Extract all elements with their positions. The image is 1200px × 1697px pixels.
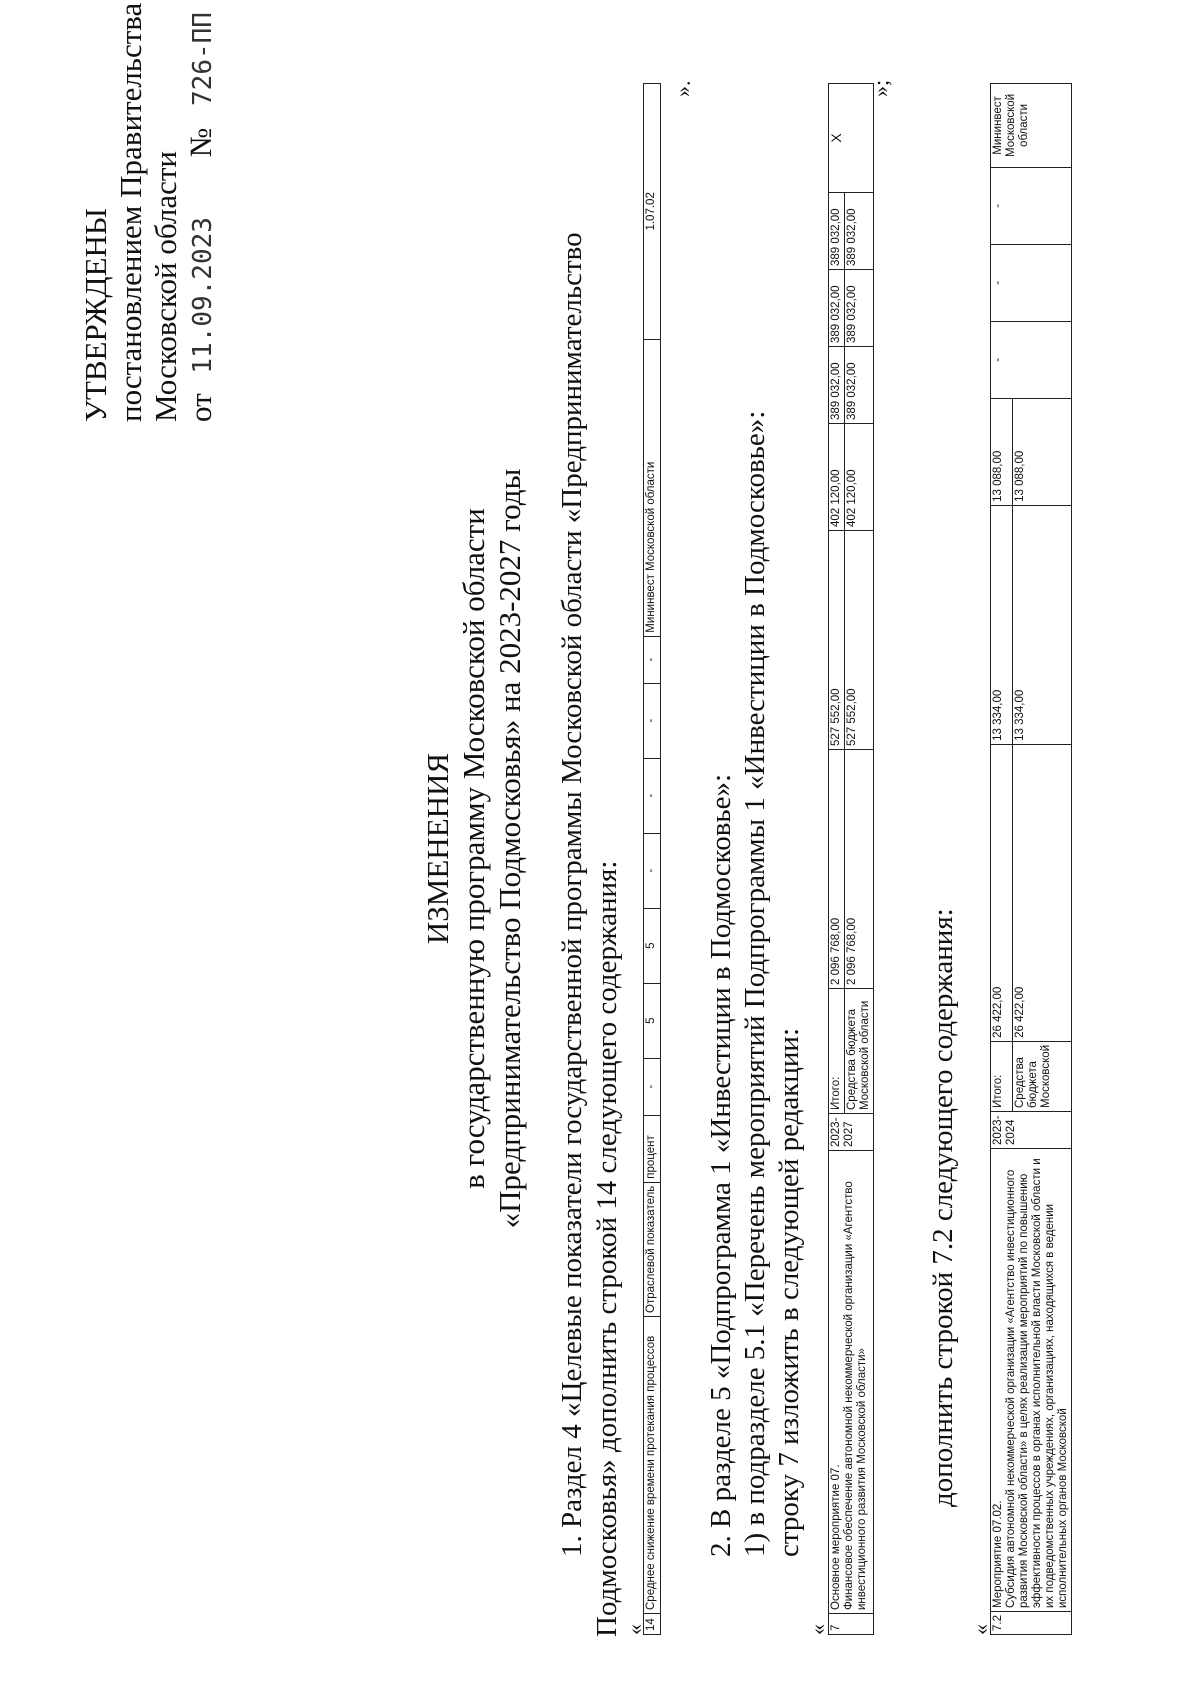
event-responsible: Мининвест Московской области <box>991 84 1072 168</box>
approval-line-3: Московской области <box>148 151 183 422</box>
event-cell <box>991 1149 1072 1612</box>
title-heading: ИЗМЕНЕНИЯ <box>420 752 455 945</box>
event-period: 2023-2024 <box>991 1112 1072 1149</box>
indicator-2028: - <box>644 636 661 683</box>
sum-total: 26 422,00 <box>991 744 1013 1041</box>
approval-date-line <box>183 3 221 422</box>
y2026-budget: 389 032,00 <box>845 270 874 347</box>
sum-total: 2 096 768,00 <box>829 750 845 989</box>
indicator-2026: - <box>644 758 661 833</box>
row-number: 7.2 <box>991 1612 1072 1635</box>
source-total: Итого: <box>991 1041 1013 1111</box>
table-row <box>829 84 845 1635</box>
approval-date: 11.09.2023 <box>188 217 218 374</box>
event-description: Субсидия автономной некоммерческой организации «Агентство инвестиционного развития Московской области» в целях реализации мероприятий по повышению эффективности процессов в органах исполнительной власти Московской области и их подведомственных учреждениях, организациях, находящихся в ведении исполнительных органов Московской <box>1005 1158 1069 1608</box>
y2024-total: 13 088,00 <box>991 398 1013 505</box>
y2027-total: 389 032,00 <box>829 193 845 270</box>
row-7-2-table <box>990 83 1072 1635</box>
y2023-total: 527 552,00 <box>829 531 845 750</box>
y2024-budget: 13 088,00 <box>1013 398 1072 505</box>
approval-number: 726-ПП <box>188 12 218 106</box>
section-3-line-1: дополнить строкой 7.2 следующего содержания: <box>927 908 959 1507</box>
source-budget: Средства бюджета Московской <box>1013 1041 1072 1111</box>
y2027-budget: 389 032,00 <box>845 193 874 270</box>
y2023-total: 13 334,00 <box>991 505 1013 744</box>
date-prefix: от <box>183 393 218 422</box>
y2026-value: - <box>991 244 1072 321</box>
event-responsible: X <box>829 84 874 193</box>
indicator-events: 1.07.02 <box>644 84 661 340</box>
approval-block <box>78 3 221 422</box>
table-row <box>991 84 1013 1635</box>
row-7-table <box>828 83 874 1635</box>
y2027-value: - <box>991 167 1072 244</box>
document-title <box>420 0 528 1697</box>
approval-heading: УТВЕРЖДЕНЫ <box>78 208 113 422</box>
section-2-line-1: 2. В разделе 5 «Подпрограмма 1 «Инвестиции в Подмосковье»: <box>705 773 737 1557</box>
y2024-budget: 402 120,00 <box>845 424 874 531</box>
section-2-line-2: 1) в подразделе 5.1 «Перечень мероприятий Подпрограммы 1 «Инвестиции в Подмосковье»: <box>739 410 771 1557</box>
close-quote-2: »; <box>868 79 893 97</box>
approval-line-2: постановлением Правительства <box>113 2 148 422</box>
source-total: Итого: <box>829 989 845 1114</box>
sum-budget: 26 422,00 <box>1013 744 1072 1041</box>
section-1-line-2: Подмосковья» дополнить строкой 14 следующего содержания: <box>591 860 623 1637</box>
y2023-budget: 527 552,00 <box>845 531 874 750</box>
row-number: 14 <box>644 1614 661 1635</box>
indicator-2025: - <box>644 833 661 908</box>
indicator-unit: процент <box>644 1115 661 1182</box>
open-quote-2: « <box>805 1624 830 1635</box>
indicator-base: - <box>644 1058 661 1115</box>
y2023-budget: 13 334,00 <box>1013 505 1072 744</box>
number-prefix: № <box>183 127 218 158</box>
row-number: 7 <box>829 1614 874 1635</box>
open-quote-3: « <box>968 1624 993 1635</box>
event-title: Мероприятие 07.02. <box>992 1500 1004 1608</box>
title-line-3: «Предпринимательство Подмосковья» на 2023-2027 годы <box>492 468 527 1229</box>
section-1-line-1: 1. Раздел 4 «Целевые показатели государственной программы Московской области «Предпринимательство <box>556 232 588 1557</box>
event-cell <box>829 1151 874 1614</box>
y2025-budget: 389 032,00 <box>845 347 874 424</box>
indicator-table <box>643 83 661 1635</box>
y2025-total: 389 032,00 <box>829 347 845 424</box>
section-2-line-3: строку 7 изложить в следующей редакции: <box>773 1028 805 1557</box>
indicator-2027: - <box>644 683 661 758</box>
y2025-value: - <box>991 321 1072 398</box>
source-budget: Средства бюджета Московской области <box>845 989 874 1114</box>
y2024-total: 402 120,00 <box>829 424 845 531</box>
indicator-name: Среднее снижение времени протекания процессов <box>644 1317 661 1614</box>
table-row <box>644 84 661 1635</box>
indicator-2023: 5 <box>644 983 661 1058</box>
title-line-2: в государственную программу Московской области <box>456 508 491 1189</box>
indicator-2024: 5 <box>644 908 661 983</box>
event-title: Основное мероприятие 07. <box>830 1464 842 1610</box>
event-description: Финансовое обеспечение автономной некоммерческой организации «Агентство инвестиционного развития Московской области» <box>843 1181 868 1610</box>
event-period: 2023-2027 <box>829 1114 874 1151</box>
y2026-total: 389 032,00 <box>829 270 845 347</box>
sum-budget: 2 096 768,00 <box>845 750 874 989</box>
indicator-type: Отраслевой показатель <box>644 1182 661 1316</box>
open-quote-1: « <box>622 1624 647 1635</box>
close-quote-1: ». <box>670 80 695 97</box>
indicator-responsible: Мининвест Московской области <box>644 339 661 636</box>
